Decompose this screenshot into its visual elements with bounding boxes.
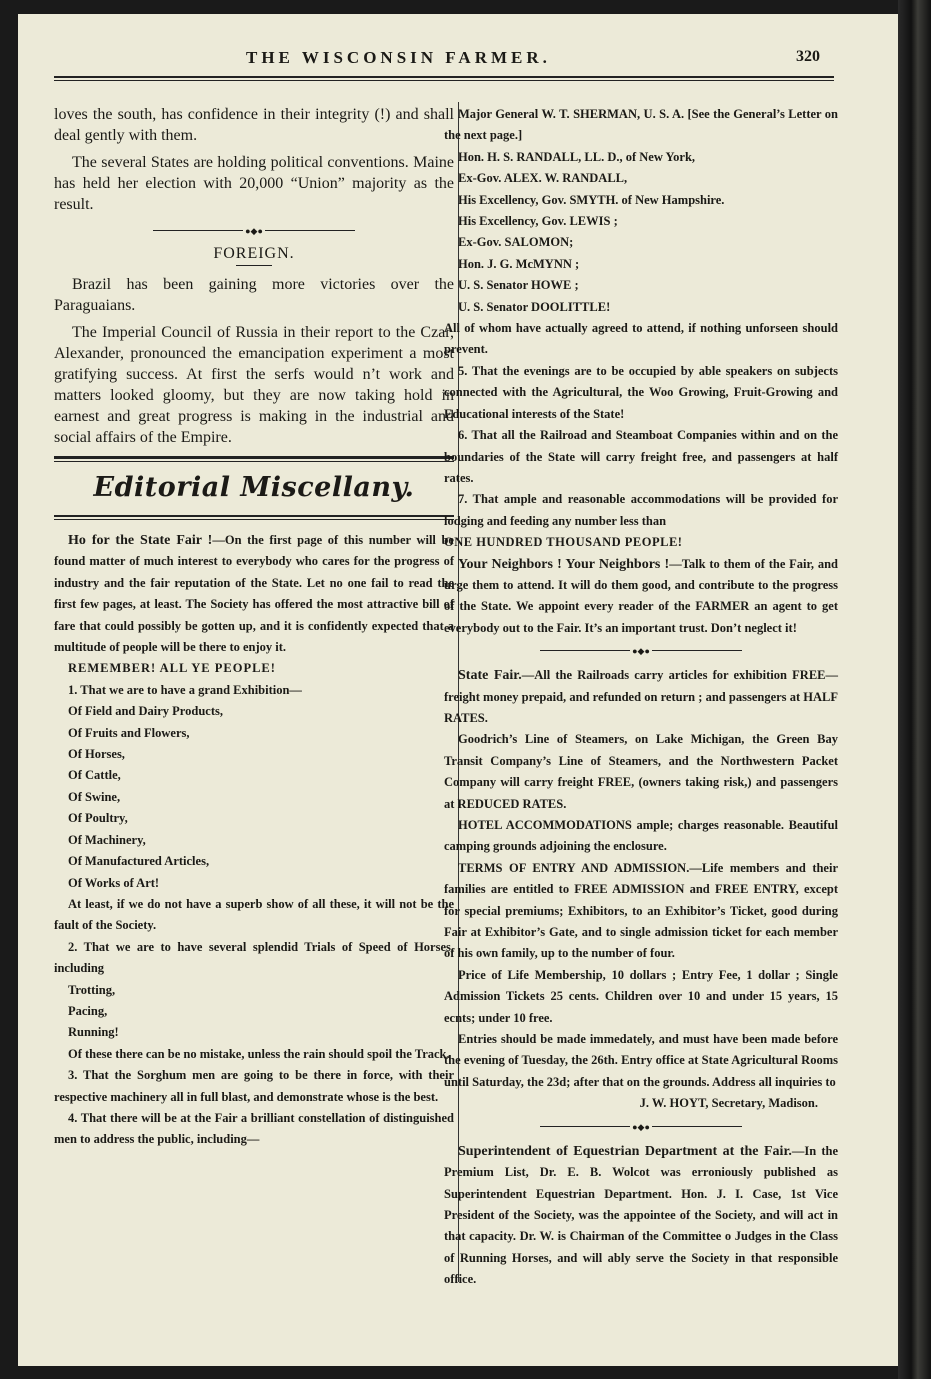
goodrich-paragraph: Goodrich’s Line of Steamers, on Lake Michigan, the Green Bay Transit Company’s Line of Steamers, and the Northwestern Packet Company will carry freight FREE, (owners taking risk,) and passengers at REDUCED RATES. xyxy=(444,732,838,811)
section-divider: ●◆● xyxy=(444,1117,838,1135)
intro-paragraph: The several States are holding political conventions. Maine has held her election with 20,000 “Union” majority as the result. xyxy=(54,154,454,213)
page-number: 320 xyxy=(796,48,820,65)
heading-underline xyxy=(236,265,272,266)
header-rule-thin xyxy=(54,80,834,81)
neighbors-text: —Talk to them of the Fair, and urge them to attend. It will do them good, and contribute to the progress of the State. We appoint every reader of the FARMER an agent to get everybody out to the Fair. It’s an important trust. Don’t neglect it! xyxy=(444,556,839,635)
exhibit-item: Of Cattle, xyxy=(68,768,121,783)
superintendent-paragraph xyxy=(444,1141,838,1291)
exhibit-item: Of Manufactured Articles, xyxy=(68,854,210,869)
page-edge-shadow xyxy=(898,0,931,1379)
sherman-line: Major General W. T. SHERMAN, U. S. A. [See the General’s Letter on the next page.] xyxy=(444,107,838,143)
section-rule xyxy=(54,519,454,520)
signature: J. W. HOYT, Secretary, Madison. xyxy=(639,1096,818,1111)
section-rule xyxy=(54,461,454,462)
exhibit-item: Of Field and Dairy Products, xyxy=(68,704,223,719)
trial-item: Trotting, xyxy=(68,982,116,997)
publication-title: THE WISCONSIN FARMER. xyxy=(246,48,551,67)
section-title: Editorial Miscellany. xyxy=(93,472,415,503)
exhibit-item: Of Works of Art! xyxy=(68,875,160,890)
dignitary-item: His Excellency, Gov. LEWIS ; xyxy=(458,214,618,229)
dignitary-item: Hon. J. G. McMYNN ; xyxy=(458,256,580,271)
item-2: 2. That we are to have several splendid Trials of Speed of Horses, including xyxy=(54,939,454,976)
right-column xyxy=(444,104,838,1291)
foreign-heading: FOREIGN. xyxy=(213,245,295,262)
dignitary-item: Ex-Gov. ALEX. W. RANDALL, xyxy=(458,171,628,186)
state-fair-paragraph xyxy=(54,530,454,658)
exhibit-item: Of Poultry, xyxy=(68,811,128,826)
item-6: 6. That all the Railroad and Steamboat Companies within and on the boundaries of the State will carry freight free, and passengers at half rates. xyxy=(444,428,838,485)
neighbors-runin: Your Neighbors ! Your Neighbors ! xyxy=(458,556,670,572)
statefair2-paragraph xyxy=(444,665,838,729)
trial-item: Pacing, xyxy=(68,1003,108,1018)
remember-heading: REMEMBER! ALL YE PEOPLE! xyxy=(68,661,276,676)
section-divider: ●◆● xyxy=(54,221,454,239)
item-4: 4. That there will be at the Fair a brilliant constellation of distinguished men to address the public, including— xyxy=(54,1110,454,1147)
statefair2-text: —All the Railroads carry articles for exhibition FREE—freight money prepaid, and refunded on return ; and passengers at HALF RATES. xyxy=(444,668,838,725)
trial-item: Running! xyxy=(68,1025,119,1040)
newspaper-page xyxy=(18,14,898,1366)
dignitary-item: U. S. Senator HOWE ; xyxy=(458,278,579,293)
foreign-paragraph: Brazil has been gaining more victories over the Paraguaians. xyxy=(54,276,454,314)
item-7: 7. That ample and reasonable accommodations will be provided for lodging and feeding any number less than xyxy=(444,492,838,528)
foreign-paragraph: The Imperial Council of Russia in their report to the Czar, Alexander, pronounced the emancipation experiment a most gratifying success. At first the serfs would n’t work and matters looked gloomy, but they are now taking hold in earnest and great progress is making in the industrial and social affairs of the Empire. xyxy=(54,324,454,446)
exhibit-item: Of Fruits and Flowers, xyxy=(68,725,190,740)
dignitary-item: Hon. H. S. RANDALL, LL. D., of New York, xyxy=(458,149,696,164)
state-fair-text: —On the first page of this number will be found matter of much interest to everybody who cares for the progress of industry and the fair reputation of the State. Let no one fail to read the first few pages, at least. The Society has offered the most attractive bill of fare that could possibly be gotten up, and it is confidently expected that a multitude of people will be there to enjoy it. xyxy=(54,533,454,655)
intro-paragraph: loves the south, has confidence in their integrity (!) and shall deal gently with them. xyxy=(54,106,454,144)
hundred-thousand: ONE HUNDRED THOUSAND PEOPLE! xyxy=(444,535,683,550)
superintendent-text: —In the Premium List, Dr. E. B. Wolcot was erroniously published as Superintendent Equestrian Department. Hon. J. I. Case, 1st Vice President of the Society, was the appointee of the Society, and will act in that capacity. Dr. W. is Chairman of the Committee o Judges in the Class of Running Horses, and will ably serve the Society in that responsible office. xyxy=(444,1143,838,1287)
hotel-paragraph: HOTEL ACCOMMODATIONS ample; charges reasonable. Beautiful camping grounds adjoining the enclosure. xyxy=(444,818,838,854)
after-exhibits: At least, if we do not have a superb show of all these, it will not be the fault of the Society. xyxy=(54,896,454,933)
item-5: 5. That the evenings are to be occupied by able speakers on subjects connected with the Agricultural, the Woo Growing, Fruit-Growing and Educational interests of the State! xyxy=(444,363,838,421)
state-fair-runin: Ho for the State Fair ! xyxy=(68,533,213,548)
item-1: 1. That we are to have a grand Exhibition— xyxy=(68,682,302,697)
header-rule xyxy=(54,76,834,78)
item-3: 3. That the Sorghum men are going to be there in force, with their respective machinery all in full blast, and demonstrate whose is the best. xyxy=(54,1068,454,1104)
neighbors-paragraph xyxy=(444,554,838,640)
entries-paragraph: Entries should be made immedately, and must have been made before the evening of Tuesday, the 26th. Entry office at State Agricultural Rooms until Saturday, the 23d; after that on the grounds. Address all inquiries to xyxy=(444,1032,838,1089)
left-column xyxy=(54,104,454,1151)
section-rule xyxy=(54,456,454,459)
dignitary-item: His Excellency, Gov. SMYTH. of New Hampshire. xyxy=(458,192,725,207)
dignitary-item: U. S. Senator DOOLITTLE! xyxy=(458,299,611,314)
section-rule xyxy=(54,515,454,517)
exhibit-item: Of Horses, xyxy=(68,747,125,762)
statefair2-runin: State Fair. xyxy=(458,668,522,684)
dignitary-item: Ex-Gov. SALOMON; xyxy=(458,235,574,250)
terms-paragraph: TERMS OF ENTRY AND ADMISSION.—Life members and their families are entitled to FREE ADMISSION and FREE ENTRY, except for special premiums; Exhibitors, to an Exhibitor’s Ticket, good during Fair at Exhibitor’s Gate, and to single admission ticket for each member of his own family, up to the number of four. xyxy=(444,860,838,961)
exhibit-item: Of Machinery, xyxy=(68,832,146,847)
price-paragraph: Price of Life Membership, 10 dollars ; Entry Fee, 1 dollar ; Single Admission Tickets 25 cents. Children over 10 and under 15 years, 15 ecnts; under 10 free. xyxy=(444,967,838,1025)
page-header xyxy=(18,44,898,70)
exhibit-item: Of Swine, xyxy=(68,789,121,804)
superintendent-runin: Superintendent of Equestrian Department at the Fair. xyxy=(458,1143,792,1159)
after-trials: Of these there can be no mistake, unless the rain should spoil the Track. xyxy=(68,1046,450,1061)
section-divider: ●◆● xyxy=(444,641,838,659)
all-attend: All of whom have actually agreed to attend, if nothing unforseen should prevent. xyxy=(444,321,838,357)
